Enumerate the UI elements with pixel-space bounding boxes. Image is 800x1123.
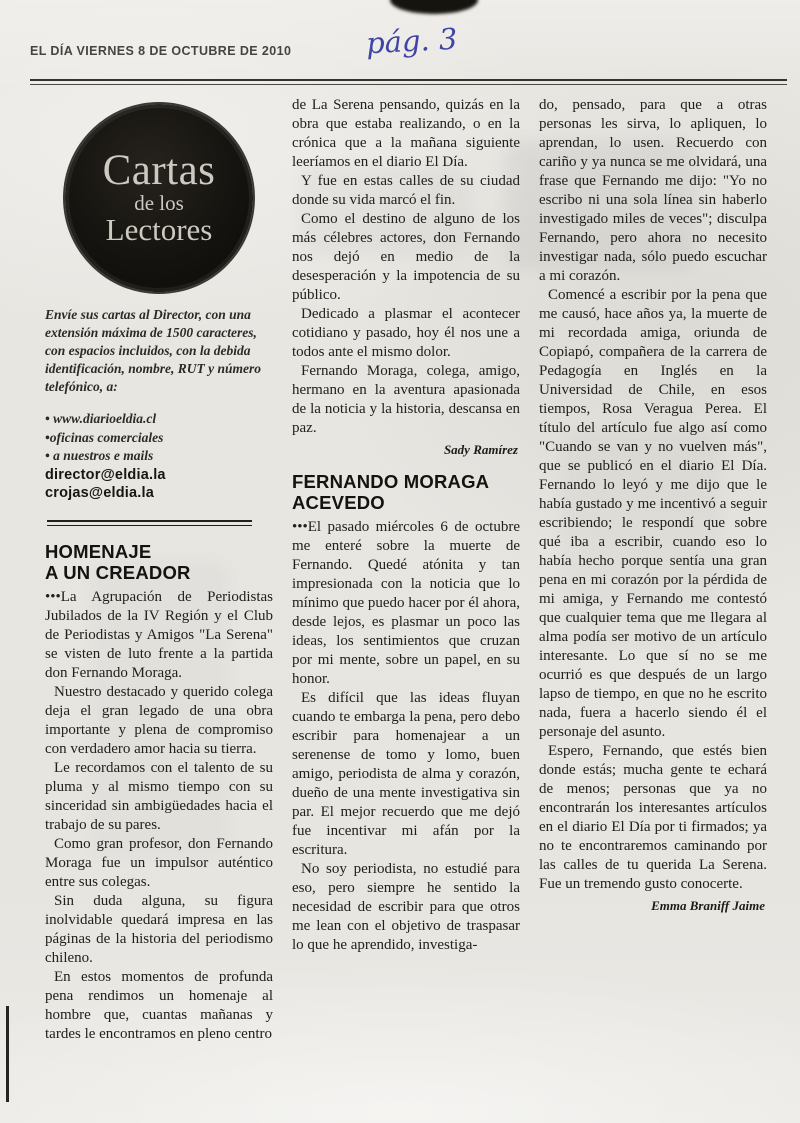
logo-text-line2: de los	[134, 191, 184, 215]
letter1-paragraph: de La Serena pensando, quizás en la obra que estaba realizando, o en la crónica que a la mañana siguiente leeríamos en el diario El Día.	[292, 97, 520, 170]
letter2-signature: Emma Braniff Jaime	[651, 898, 765, 913]
letter2-paragraph: do, pensado, para que a otras personas les sirva, lo apliquen, lo aprendan, lo usen. Recuerdo con cariño y ya nunca se me olvidará, una frase que Fernando me dijo: "Yo no escribo ni una sola línea sin haberlo investigado miles de veces"; disculpa Fernando, pero ahora no necesito investigar nada, sólo puedo escuchar a mi corazón.	[539, 97, 767, 284]
letter1-headline-line2: A UN CREADOR	[45, 562, 191, 583]
letter2-paragraph: •••El pasado miércoles 6 de octubre me enteré sobre la muerte de Fernando. Quedé atónita y tan impresionada con la noticia que lo mínimo que puedo hacer por él ahora, desde lejos, es plasmar un poco las ideas, los sentimientos que cruzan por mi mente, sobre un papel, en su honor.	[292, 519, 520, 687]
letter2-paragraph: No soy periodista, no estudié para eso, pero siempre he sentido la necesidad de escribir para que otros me lean con el objetivo de traspasar lo que he aprendido, investiga-	[292, 861, 520, 953]
letter1-body-part1	[45, 588, 273, 1044]
letter1-body-part2	[292, 96, 520, 438]
letter2-paragraph: Comencé a escribir por la pena que me causó, hace años ya, la muerte de mi recordada amiga, oriunda de Copiapó, compañera de la carrera de Pedagogía en Inglés en la Universidad de Chile, en esos tiempos, Rosa Veragua Perea. El título del artículo fue algo así como "Cuando se van y no vuelven más", que se publicó en el diario El Día. Fernando lo leyó y me dijo que le había gustado y me incentivó a seguir escribiendo; le respondí que sobre qué iba a escribir, cuando eso lo había hecho porque sentía una gran pena en mi corazón por la pérdida de mi amiga, y Fernando me contestó que cualquier tema que me llegara al alma podía ser motivo de un artículo interesante. Lo que sí no se me ocurrió es que después de un largo lapso de tiempo, en que no he escrito nada, fuera a hacerlo siendo él el personaje del asunto.	[539, 287, 767, 740]
submission-bullet-website: • www.diarioeldia.cl	[45, 411, 157, 426]
header-rule	[30, 79, 787, 85]
letter1-paragraph: Le recordamos con el talento de su pluma y al mismo tiempo con su sinceridad sin ambigüedades hacia el trabajo de su pares.	[45, 760, 273, 833]
letter1-headline-line1: HOMENAJE	[45, 541, 152, 562]
cartas-de-los-lectores-logo	[65, 104, 253, 292]
email-crojas: crojas@eldia.la	[45, 485, 155, 501]
letter2-body-part2	[539, 96, 767, 894]
letter1-paragraph: Como el destino de alguno de los más célebres actores, don Fernando nos dejó en medio de la desesperación y la impotencia de su público.	[292, 211, 520, 303]
column-left	[45, 96, 273, 1044]
letter1-paragraph: •••La Agrupación de Periodistas Jubilados de la IV Región y el Club de Periodistas y Amigos "La Serena" se visten de luto frente a la partida don Fernando Moraga.	[45, 589, 273, 681]
letter1-paragraph: Dedicado a plasmar el acontecer cotidiano y pasado, hoy él nos une a todos ante el mismo dolor.	[292, 306, 520, 360]
scan-smudge-artifact	[390, 0, 478, 14]
masthead-dateline: EL DÍA VIERNES 8 DE OCTUBRE DE 2010	[30, 44, 292, 58]
submission-bullet-offices: •oficinas comerciales	[45, 429, 164, 445]
letter1-paragraph: Y fue en estas calles de su ciudad donde su vida marcó el fin.	[292, 173, 520, 208]
letter2-headline-line2: ACEVEDO	[292, 492, 385, 513]
page-edge-mark	[6, 1006, 9, 1102]
section-divider-rule	[47, 520, 252, 527]
letter2-headline	[292, 471, 520, 513]
handwritten-page-number: pág. 3	[365, 21, 459, 61]
submission-info	[45, 306, 273, 503]
logo-text-line3: Lectores	[105, 212, 213, 247]
column-middle	[292, 96, 520, 955]
content-columns	[45, 96, 767, 1044]
letter2-body-part1	[292, 518, 520, 955]
letter1-paragraph: En estos momentos de profunda pena rendimos un homenaje al hombre que, cuantas mañanas y tardes le encontramos en pleno centro	[45, 969, 273, 1042]
submission-bullet-emails: • a nuestros e mails	[45, 448, 154, 463]
letter1-paragraph: Fernando Moraga, colega, amigo, hermano en la aventura apasionada de la noticia y la historia, descansa en paz.	[292, 363, 520, 436]
letter2-headline-line1: FERNANDO MORAGA	[292, 471, 490, 492]
section-logo-wrap	[45, 104, 273, 292]
column-right	[539, 96, 767, 921]
letter1-paragraph: Sin duda alguna, su figura inolvidable quedará impresa en las páginas de la historia del periodismo chileno.	[45, 893, 273, 966]
letter1-paragraph: Nuestro destacado y querido colega deja el gran legado de una obra importante y plena de compromiso con verdadero amor hacia su tierra.	[45, 684, 273, 757]
letter2-paragraph: Espero, Fernando, que estés bien donde estás; mucha gente te echará de menos; personas que ya no encontrarán los interesantes artículos en el diario El Día por ti firmados; ya no te encontraremos caminando por las calles de tu querida La Serena. Fue un tremendo gusto conocerte.	[539, 743, 767, 892]
email-director: director@eldia.la	[45, 466, 166, 483]
submission-instructions: Envíe sus cartas al Director, con una extensión máxima de 1500 caracteres, con espacios incluidos, con la debida identificación, nombre, RUT y número telefónico, a:	[45, 307, 261, 394]
letter2-paragraph: Es difícil que las ideas fluyan cuando te embarga la pena, pero debo escribir para homenajear a un serenense de tomo y lomo, buen amigo, periodista de alma y corazón, dueño de una mente investigativa sin par. El mejor recuerdo que me dejó fue incentivar mi afán por la escritura.	[292, 690, 520, 858]
letter1-signature: Sady Ramírez	[443, 442, 518, 457]
letter1-headline	[45, 541, 273, 583]
letter1-paragraph: Como gran profesor, don Fernando Moraga fue un impulsor auténtico entre sus colegas.	[45, 836, 273, 890]
logo-text-line1: Cartas	[102, 147, 216, 194]
